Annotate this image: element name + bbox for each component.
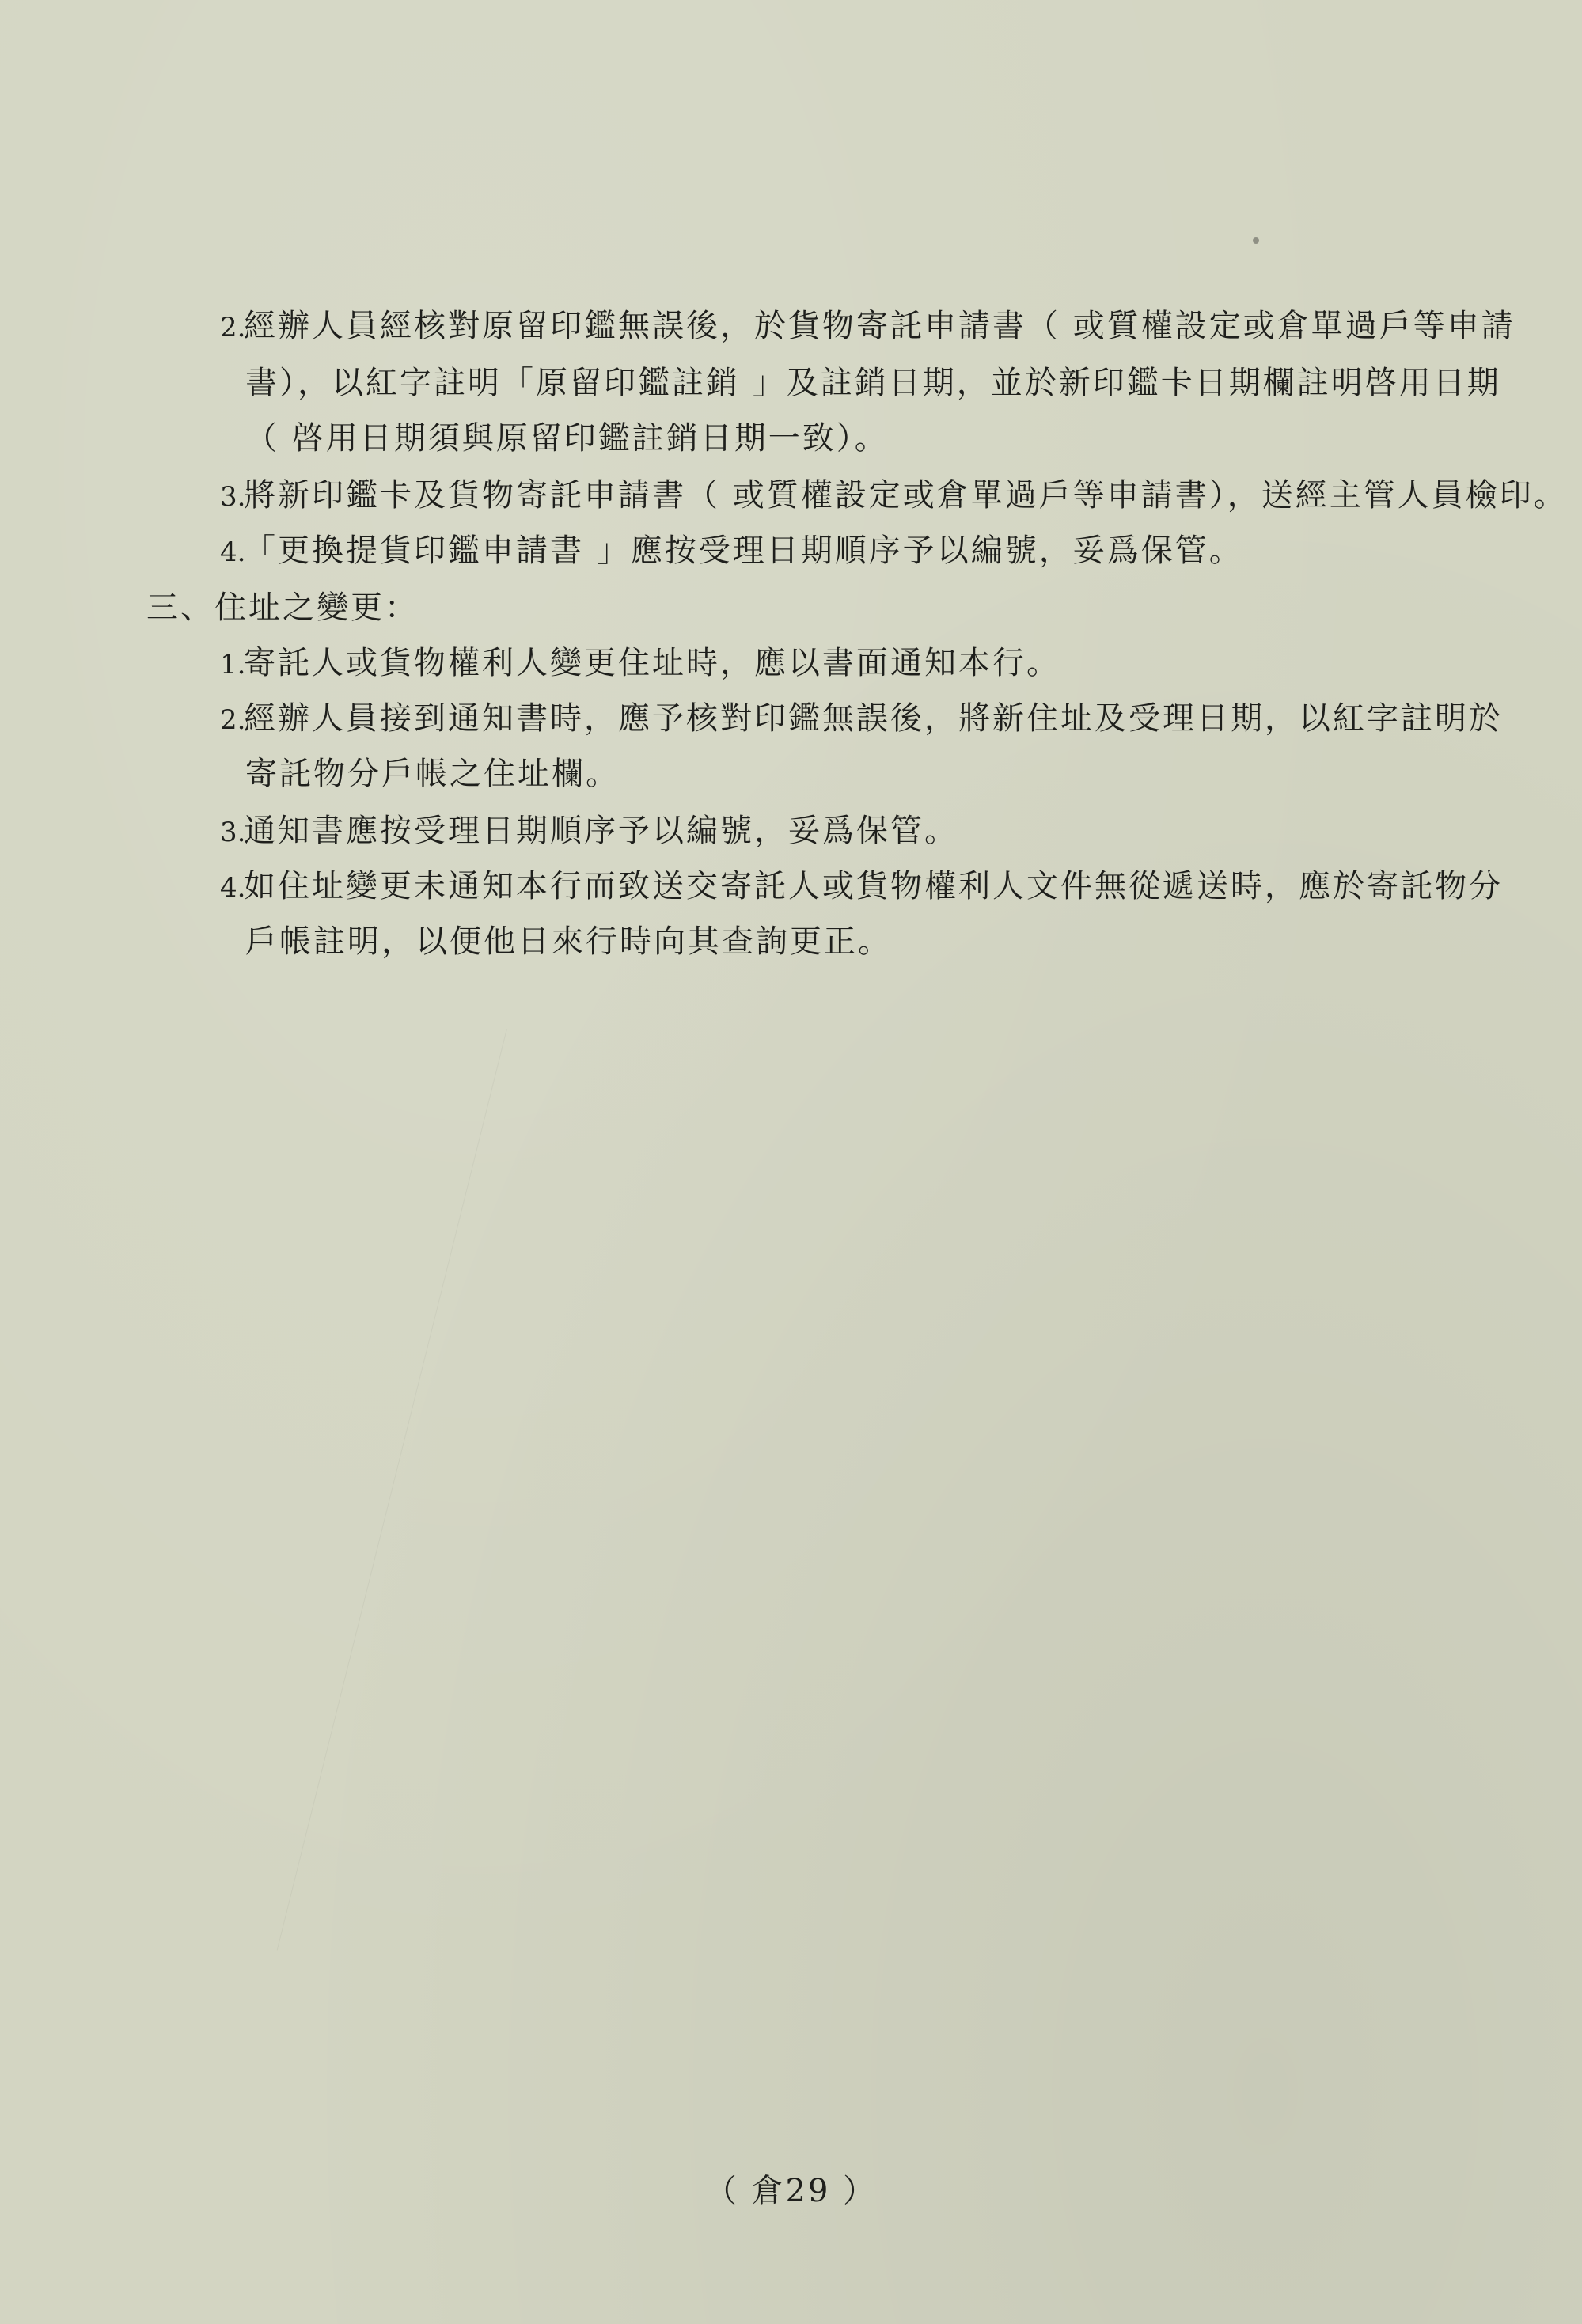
section-3-heading: 三、住址之變更： [146, 590, 419, 626]
s3-item-1-number: 1. [220, 649, 246, 681]
item-2-line-3: （ 啓用日期須與原留印鑑註銷日期一致）。 [245, 420, 889, 457]
page-number: （ 倉29 ） [704, 2173, 878, 2209]
item-2-number: 2. [220, 312, 246, 343]
item-3-number: 3. [220, 481, 246, 513]
item-3-line-1: 3.將新印鑑卡及貨物寄託申請書（ 或質權設定或倉單過戶等申請書），送經主管人員檢印。 [220, 476, 1568, 516]
s3-item-3-number: 3. [220, 817, 246, 848]
item-2-line-2: 書），以紅字註明「原留印鑑註銷 」及註銷日期，並於新印鑑卡日期欄註明啓用日期 [245, 365, 1501, 401]
s3-item-1-line-1: 1.寄託人或貨物權利人變更住址時，應以書面通知本行。 [220, 644, 1060, 684]
item-4-number: 4. [220, 536, 246, 568]
s3-item-2-line-2: 寄託物分戶帳之住址欄。 [245, 756, 620, 792]
s3-item-4-line-1: 4.如住址變更未通知本行而致送交寄託人或貨物權利人文件無從遞送時，應於寄託物分 [220, 867, 1503, 907]
s3-item-4-number: 4. [220, 872, 246, 904]
paper-crease [277, 1029, 507, 1951]
paper-speck [1253, 237, 1259, 244]
item-2-line-1: 2.經辦人員經核對原留印鑑無誤後，於貨物寄託申請書（ 或質權設定或倉單過戶等申請 [220, 307, 1516, 347]
s3-item-4-line-2: 戶帳註明，以便他日來行時向其查詢更正。 [245, 923, 892, 960]
item-4-line-1: 4.「更換提貨印鑑申請書 」應按受理日期順序予以編號，妥爲保管。 [220, 532, 1243, 571]
s3-item-2-line-1: 2.經辦人員接到通知書時，應予核對印鑑無誤後，將新住址及受理日期，以紅字註明於 [220, 699, 1503, 739]
s3-item-3-line-1: 3.通知書應按受理日期順序予以編號，妥爲保管。 [220, 812, 958, 851]
s3-item-2-number: 2. [220, 704, 246, 736]
